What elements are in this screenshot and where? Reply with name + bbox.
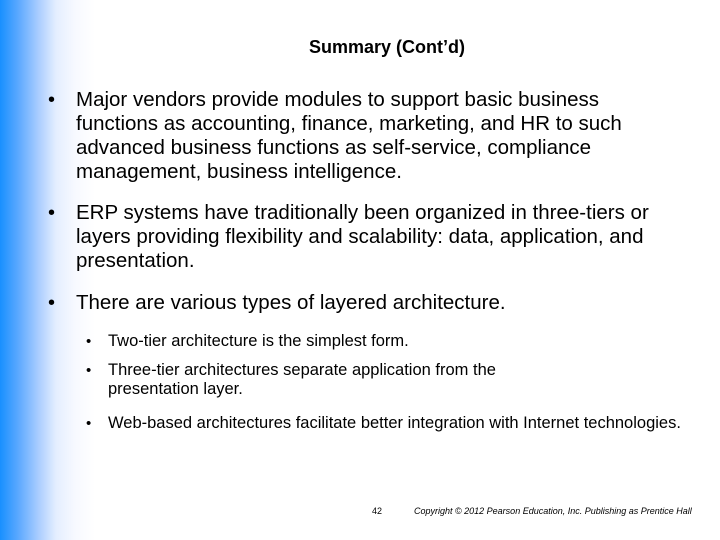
bullet-icon: • xyxy=(48,292,56,314)
sub-bullet-text: Two-tier architecture is the simplest form. xyxy=(108,332,409,350)
bullet-item xyxy=(48,201,688,273)
slide-title xyxy=(0,36,720,58)
copyright-notice: Copyright © 2012 Pearson Education, Inc. Publishing as Prentice Hall xyxy=(414,506,692,516)
bullet-icon: • xyxy=(86,415,92,432)
sub-bullet-item xyxy=(86,414,696,433)
bullet-item xyxy=(48,291,688,315)
sub-bullet-item xyxy=(86,332,696,351)
bullet-text: There are various types of layered architecture. xyxy=(76,291,506,314)
bullet-icon: • xyxy=(86,333,92,350)
sub-bullet-text: Web-based architectures facilitate better integration with Internet technologies. xyxy=(108,414,681,432)
bullet-icon: • xyxy=(86,362,92,379)
page-number: 42 xyxy=(372,506,383,516)
bullet-item xyxy=(48,88,688,184)
sub-bullet-text: Three-tier architectures separate application from the presentation layer. xyxy=(108,361,496,398)
bullet-icon: • xyxy=(48,89,56,111)
bullet-text: Major vendors provide modules to support basic business functions as accounting, finance, marketing, and HR to such advanced business functions as self-service, compliance management, business intelligence. xyxy=(76,88,622,183)
sub-bullet-item xyxy=(86,361,696,399)
bullet-icon: • xyxy=(48,202,56,224)
slide-title-text: Summary (Cont’d) xyxy=(308,37,465,57)
bullet-text: ERP systems have traditionally been organized in three-tiers or layers providing flexibility and scalability: data, application, and presentation. xyxy=(76,201,649,272)
